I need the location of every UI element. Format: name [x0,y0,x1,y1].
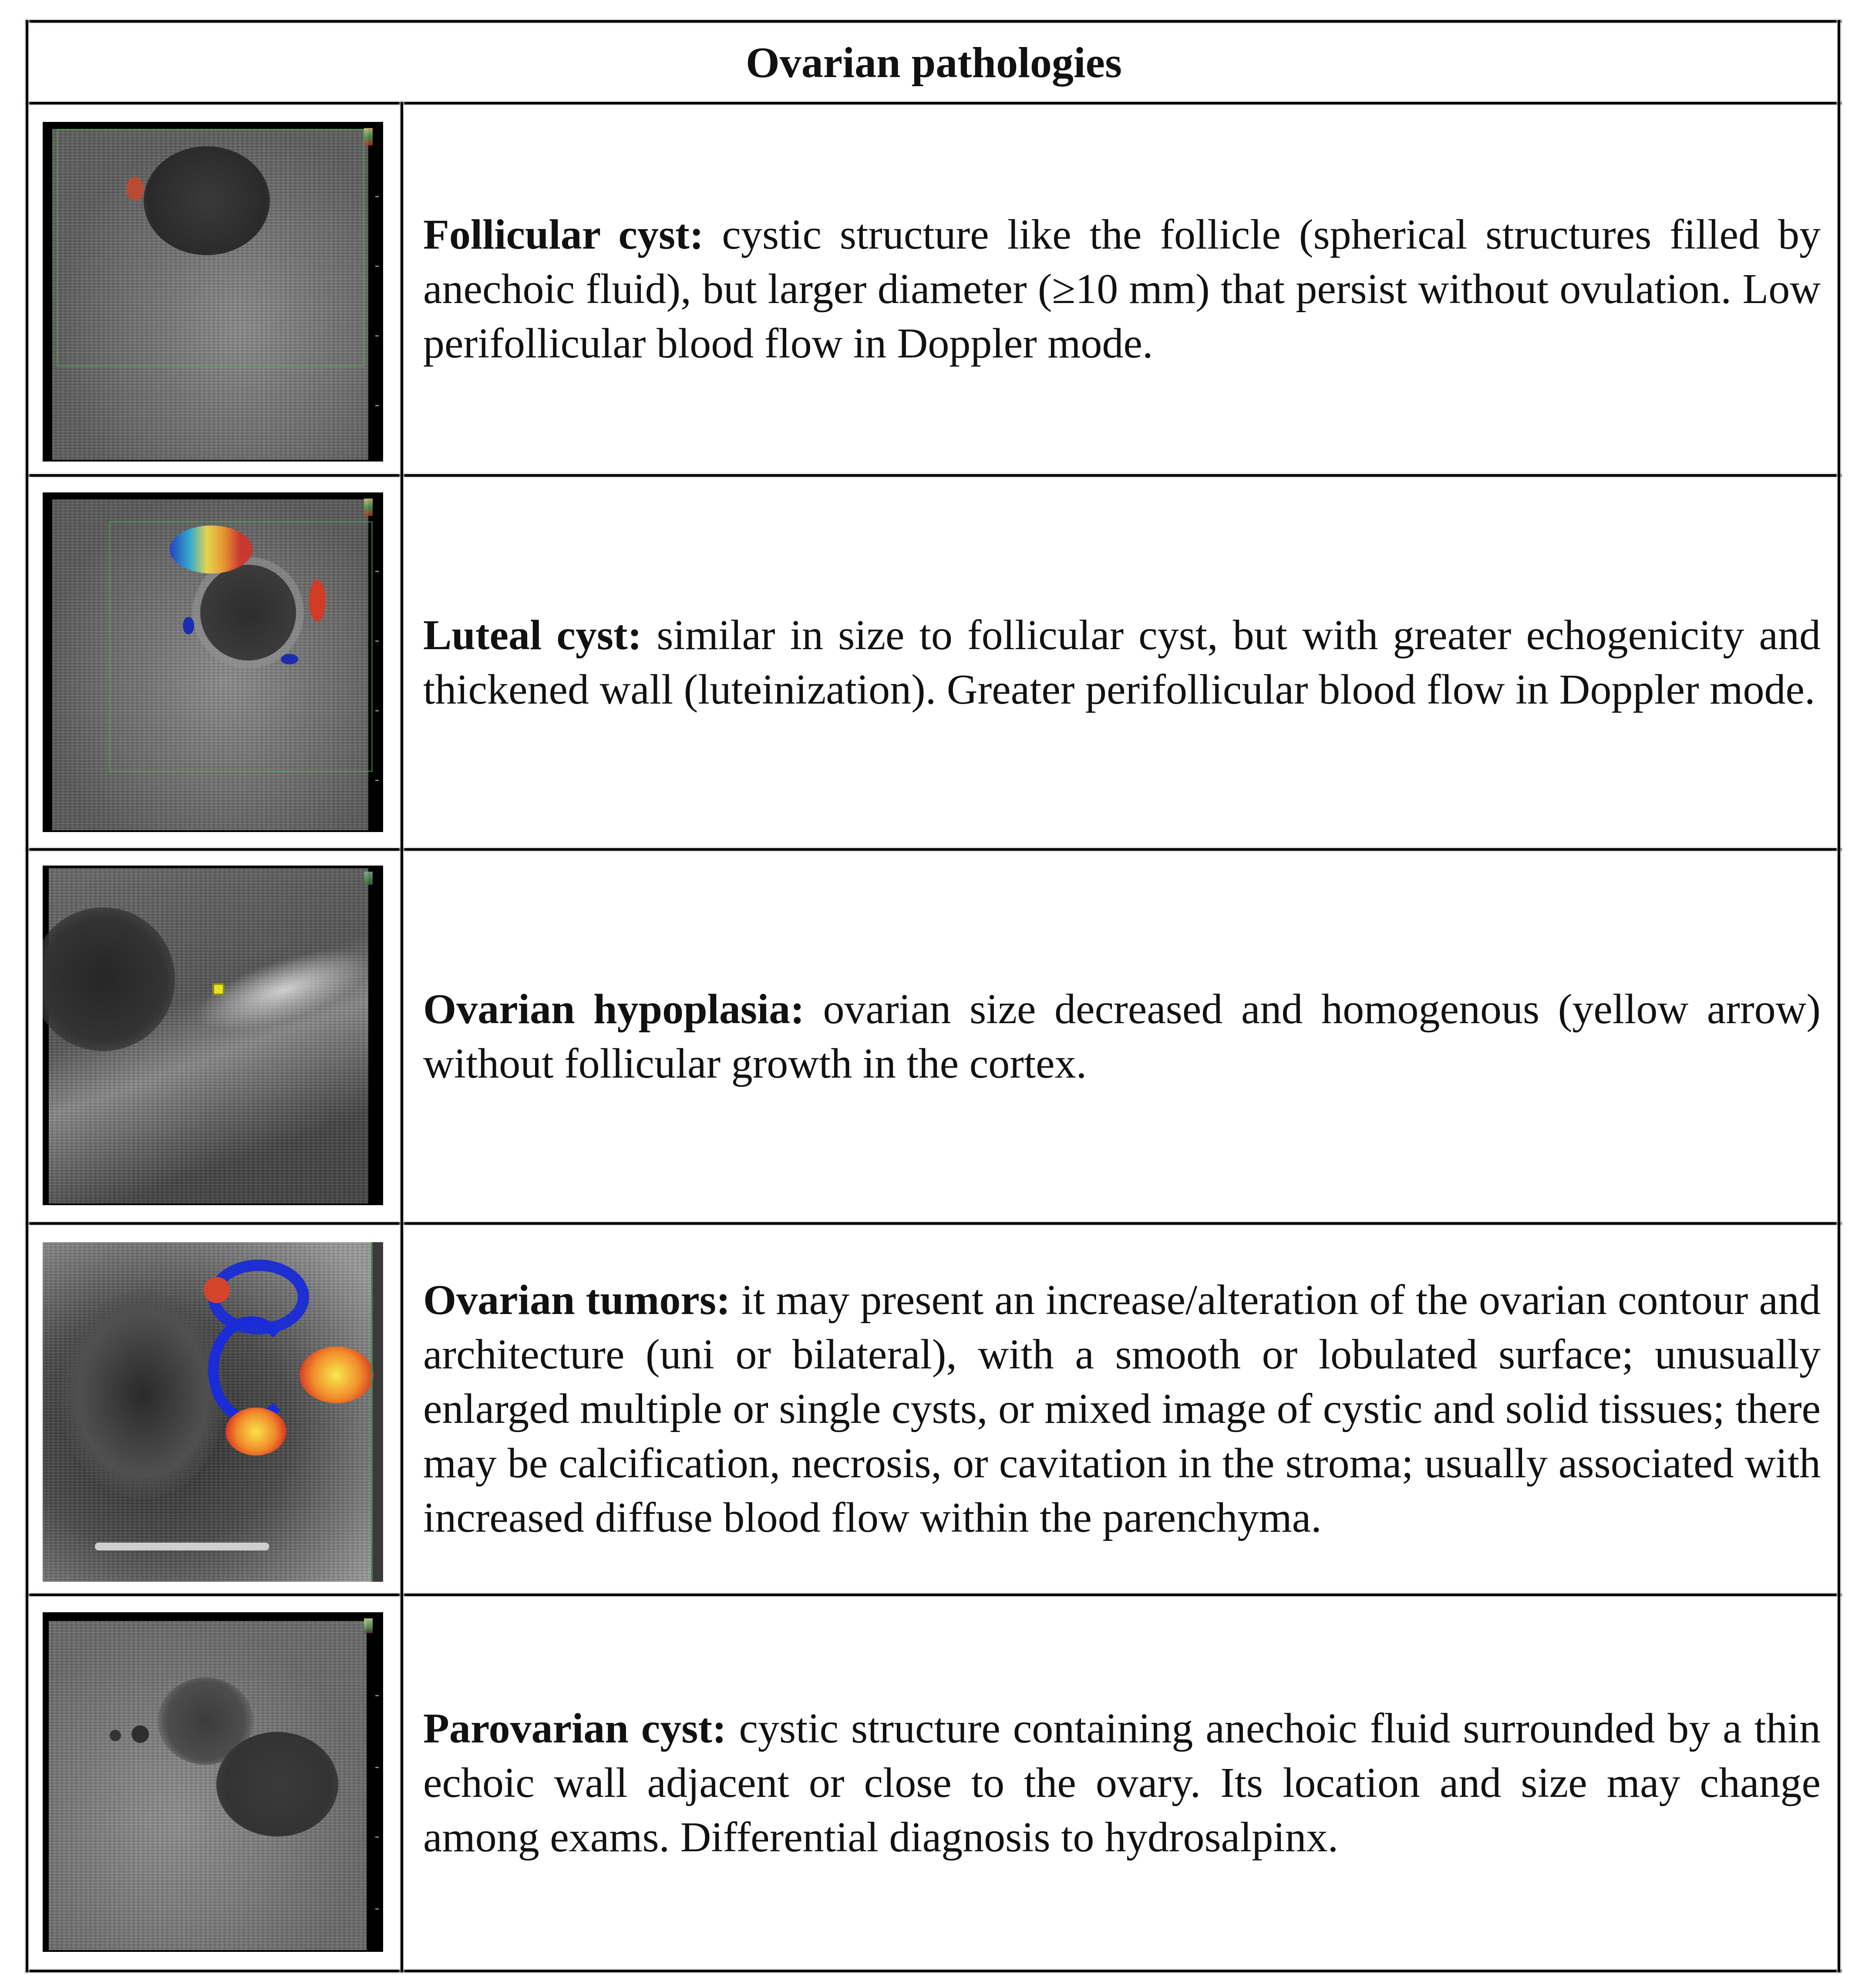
yellow-arrow-marker [214,985,223,994]
description-text: ovarian size decreased and homogenous (yellow arrow) without follicular growth in the cortex. [423,985,1821,1087]
term-label: Luteal cyst: [423,611,642,659]
table-border-bottom [26,1970,1842,1972]
color-scale-icon [364,499,373,516]
term-label: Ovarian tumors: [423,1277,731,1324]
ultrasound-image-parovarian-cyst [43,1612,383,1952]
doppler-flow-red [204,1277,230,1303]
description-text: cystic structure containing anechoic fluid surrounded by a thin echoic wall adjacent or close to the ovary. Its location and size may change among exams. Differential diagnosis to hydrosalpinx. [423,1705,1821,1861]
color-scale-icon [364,128,373,145]
doppler-flow-orange [300,1347,374,1403]
row-description [423,851,1821,1222]
table-border-right [1838,20,1840,1972]
ultrasound-image-ovarian-hypoplasia [43,866,383,1205]
row-description [423,1596,1821,1970]
ultrasound-image-follicular-cyst [43,122,383,462]
small-follicle [110,1730,121,1741]
row-description [423,1225,1821,1594]
tumor-mass [60,1290,226,1499]
doppler-roi-box [109,521,373,772]
description-text: it may present an increase/alteration of the ovarian contour and architecture (uni or bilateral), with a smooth or lobulated surface; unusually enlarged multiple or single cysts, or mixed image of cystic and solid tissues; there may be calcification, necrosis, or cavitation in the stroma; usually associated with increased diffuse blood flow within the parenchyma. [423,1277,1821,1541]
description-text: similar in size to follicular cyst, but with greater echogenicity and thickened wall (luteinization). Greater perifollicular blood flow in Doppler mode. [423,611,1821,713]
ultrasound-image-ovarian-tumor [43,1242,383,1582]
table-title: Ovarian pathologies [746,38,1122,87]
description-text: cystic structure like the follicle (spherical structures filled by anechoic fluid), but larger diameter (≥10 mm) that persist without ovulation. Low perifollicular blood flow in Doppler mode. [423,211,1821,367]
row-description [423,104,1821,474]
table-border-left [26,20,28,1972]
doppler-flow-orange [226,1408,286,1456]
ultrasound-image-luteal-cyst [43,492,383,832]
row-description [423,477,1821,848]
small-follicle [131,1725,149,1743]
term-label: Parovarian cyst: [423,1705,727,1752]
color-scale-icon [364,872,373,885]
doppler-roi-box [57,129,364,367]
term-label: Ovarian hypoplasia: [423,985,805,1033]
parovarian-cyst [216,1732,338,1836]
roi-edge [371,1242,373,1582]
term-label: Follicular cyst: [423,211,704,258]
bright-echo [95,1543,269,1550]
column-divider [401,102,403,1972]
color-scale-icon [364,1618,373,1633]
